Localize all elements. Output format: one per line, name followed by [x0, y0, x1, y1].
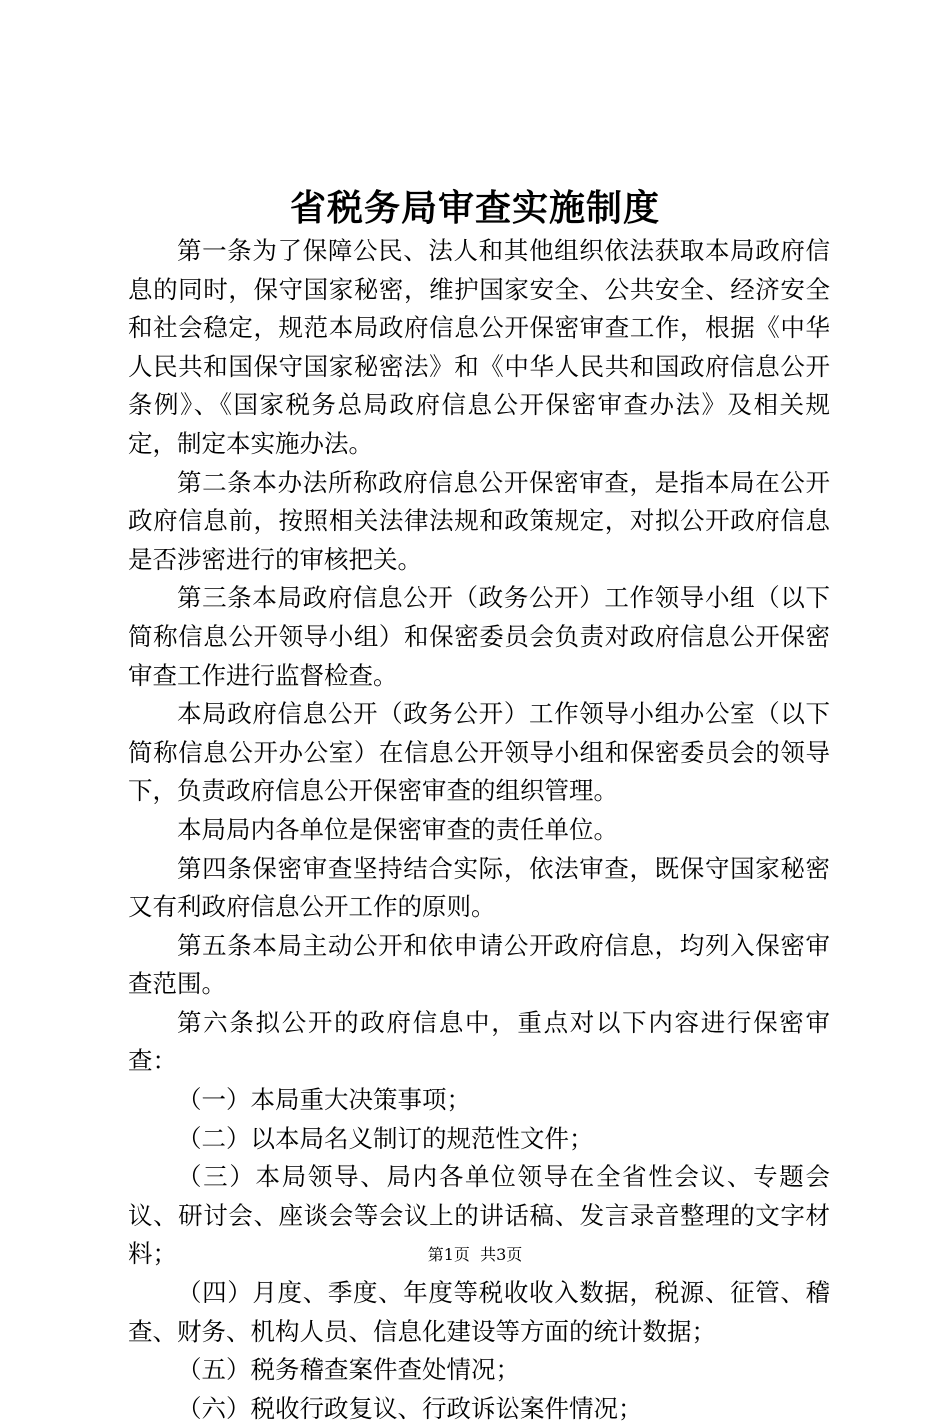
list-item-6: （六）税收行政复议、行政诉讼案件情况；: [177, 1393, 643, 1423]
list-item-1: （一）本局重大决策事项；: [177, 1085, 471, 1115]
list-item-2: （二）以本局名义制订的规范性文件；: [177, 1123, 594, 1153]
paragraph-responsible-units: 本局局内各单位是保密审查的责任单位。: [177, 814, 618, 844]
list-item-3: （三）本局领导、局内各单位领导在全省性会议、专题会议、研讨会、座谈会等会议上的讲话稿、发言录音整理的文字材料；: [128, 1162, 830, 1269]
list-item-5: （五）税务稽查案件查处情况；: [177, 1355, 520, 1385]
document-title: 省税务局审查实施制度: [289, 187, 660, 229]
list-item-4: （四）月度、季度、年度等税收收入数据，税源、征管、稽查、财务、机构人员、信息化建设等方面的统计数据；: [128, 1278, 830, 1346]
paragraph-article-4: 第四条保密审查坚持结合实际，依法审查，既保守国家秘密又有利政府信息公开工作的原则。: [128, 853, 830, 922]
page-number-label: 第1页 共3页: [427, 1245, 523, 1264]
paragraph-office-duty: 本局政府信息公开（政务公开）工作领导小组办公室（以下简称信息公开办公室）在信息公开领导小组和保密委员会的领导下，负责政府信息公开保密审查的组织管理。: [128, 699, 830, 806]
page-footer: [0, 1244, 950, 1266]
paragraph-article-2: 第二条本办法所称政府信息公开保密审查，是指本局在公开政府信息前，按照相关法律法规和政策规定，对拟公开政府信息是否涉密进行的审核把关。: [128, 467, 830, 574]
paragraph-article-1: 第一条为了保障公民、法人和其他组织依法获取本局政府信息的同时，保守国家秘密，维护国家安全、公共安全、经济安全和社会稳定，规范本局政府信息公开保密审查工作，根据《中华人民共和国保守国家秘密法》和《中华人民共和国政府信息公开条例》、《国家税务总局政府信息公开保密审查办法》及相关规定，制定本实施办法。: [128, 236, 830, 458]
paragraph-article-5: 第五条本局主动公开和依申请公开政府信息，均列入保密审查范围。: [128, 930, 830, 999]
paragraph-article-3: 第三条本局政府信息公开（政务公开）工作领导小组（以下简称信息公开领导小组）和保密委员会负责对政府信息公开保密审查工作进行监督检查。: [128, 583, 830, 690]
paragraph-article-6: 第六条拟公开的政府信息中，重点对以下内容进行保密审查：: [128, 1007, 830, 1076]
